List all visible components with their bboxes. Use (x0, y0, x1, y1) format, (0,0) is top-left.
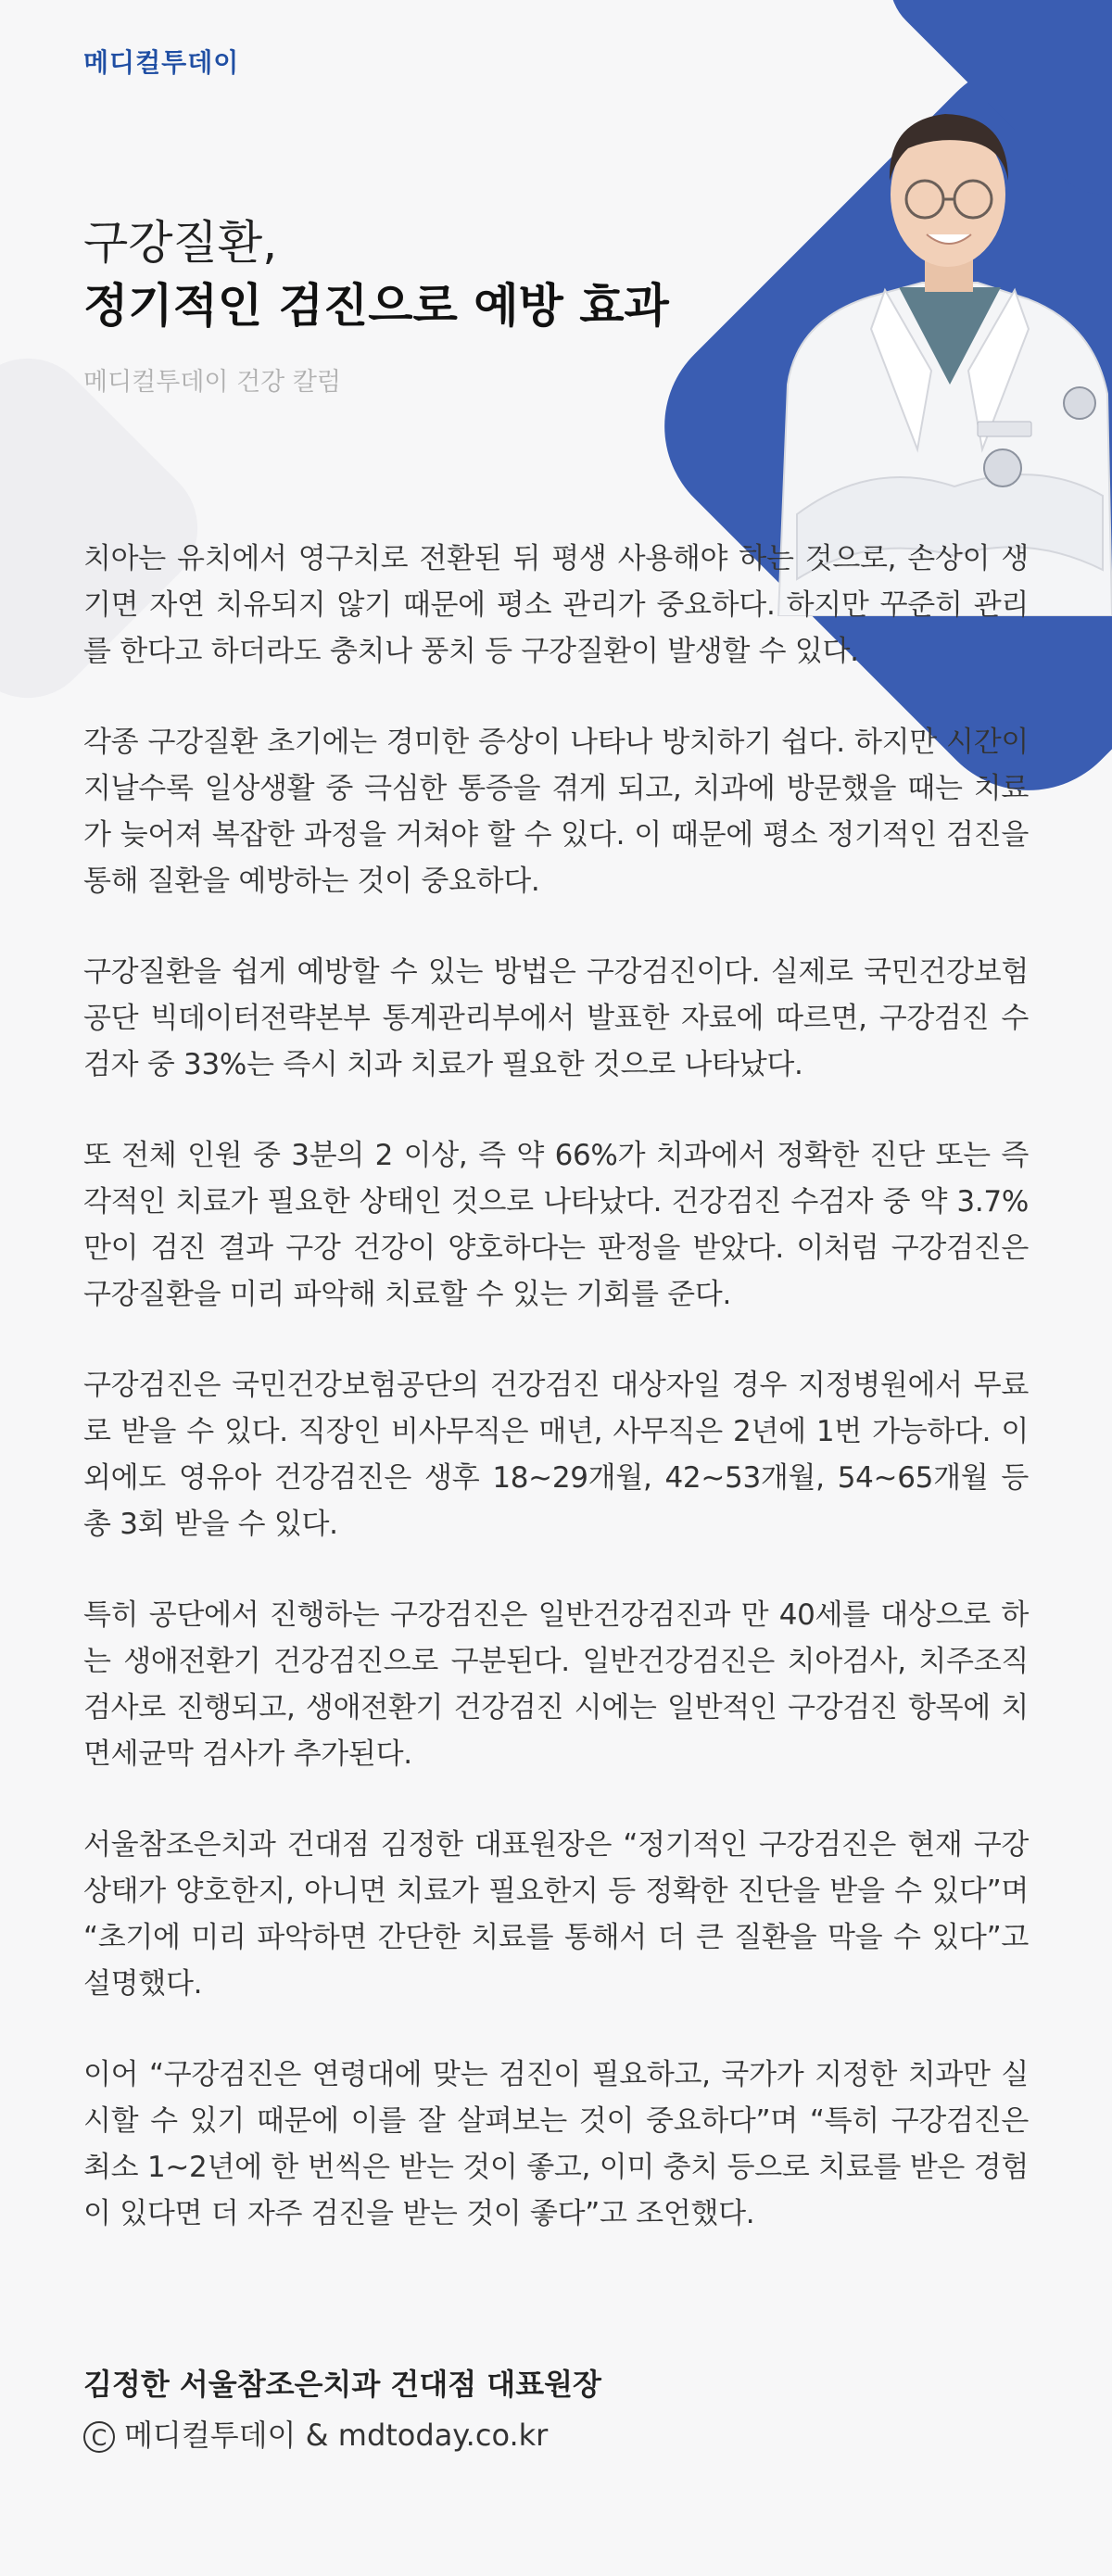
article-paragraph: 구강질환을 쉽게 예방할 수 있는 방법은 구강검진이다. 실제로 국민건강보험공단 빅데이터전략본부 통계관리부에서 발표한 자료에 따르면, 구강검진 수검자 중 33%는 즉시 치과 치료가 필요한 것으로 나타났다. (83, 955, 1029, 1081)
column-subtitle: 메디컬투데이 건강 칼럼 (83, 368, 341, 397)
article-paragraph: 또 전체 인원 중 3분의 2 이상, 즉 약 66%가 치과에서 정확한 진단 또는 즉각적인 치료가 필요한 상태인 것으로 나타났다. 건강검진 수검자 중 약 3.7%만이 검진 결과 구강 건강이 양호하다는 판정을 받았다. 이처럼 구강검진은 구강질환을 미리 파악해 치료할 수 있는 기회를 준다. (83, 1139, 1029, 1311)
article-paragraph: 구강검진은 국민건강보험공단의 건강검진 대상자일 경우 지정병원에서 무료로 받을 수 있다. 직장인 비사무직은 매년, 사무직은 2년에 1번 가능하다. 이외에도 영유아 건강검진은 생후 18~29개월, 42~53개월, 54~65개월 등 총 3회 받을 수 있다. (83, 1369, 1029, 1541)
article-paragraph: 치아는 유치에서 영구치로 전환된 뒤 평생 사용해야 하는 것으로, 손상이 생기면 자연 치유되지 않기 때문에 평소 관리가 중요하다. 하지만 꾸준히 관리를 한다고 하더라도 충치나 풍치 등 구강질환이 발생할 수 있다. (83, 542, 1029, 668)
article-paragraph: 특히 공단에서 진행하는 구강검진은 일반건강검진과 만 40세를 대상으로 하는 생애전환기 건강검진으로 구분된다. 일반건강검진은 치아검사, 치주조직검사로 진행되고, 생애전환기 건강검진 시에는 일반적인 구강검진 항목에 치면세균막 검사가 추가된다. (83, 1598, 1029, 1771)
doctor-portrait-image (760, 51, 1112, 616)
copyright-text: 메디컬투데이 & mdtoday.co.kr (124, 2418, 549, 2453)
copyright-icon: C (83, 2421, 115, 2453)
copyright-line (83, 2412, 548, 2455)
coat-emblem-icon (984, 449, 1021, 486)
article-paragraph: 이어 “구강검진은 연령대에 맞는 검진이 필요하고, 국가가 지정한 치과만 실시할 수 있기 때문에 이를 잘 살펴보는 것이 중요하다”며 “특히 구강검진은 최소 1~2년에 한 번씩은 받는 것이 좋고, 이미 충치 등으로 치료를 받은 경험이 있다면 더 자주 검진을 받는 것이 좋다”고 조언했다. (83, 2058, 1029, 2230)
site-logo[interactable]: 메디컬투데이 (83, 47, 240, 78)
article-body (83, 536, 1029, 2281)
article-paragraph: 서울참조은치과 건대점 김정한 대표원장은 “정기적인 구강검진은 현재 구강 상태가 양호한지, 아니면 치료가 필요한지 등 정확한 진단을 받을 수 있다”며 “초기에 미리 파악하면 간단한 치료를 통해서 더 큰 질환을 막을 수 있다”고 설명했다. (83, 1828, 1029, 2001)
page-title-line2: 정기적인 검진으로 예방 효과 (83, 279, 669, 333)
article-paragraph: 각종 구강질환 초기에는 경미한 증상이 나타나 방치하기 쉽다. 하지만 시간이 지날수록 일상생활 중 극심한 통증을 겪게 되고, 치과에 방문했을 때는 치료가 늦어져 복잡한 과정을 거쳐야 할 수 있다. 이 때문에 평소 정기적인 검진을 통해 질환을 예방하는 것이 중요하다. (83, 726, 1029, 898)
page-title-line1: 구강질환, (83, 216, 278, 270)
author-credit: 김정한 서울참조은치과 건대점 대표원장 (83, 2367, 601, 2402)
